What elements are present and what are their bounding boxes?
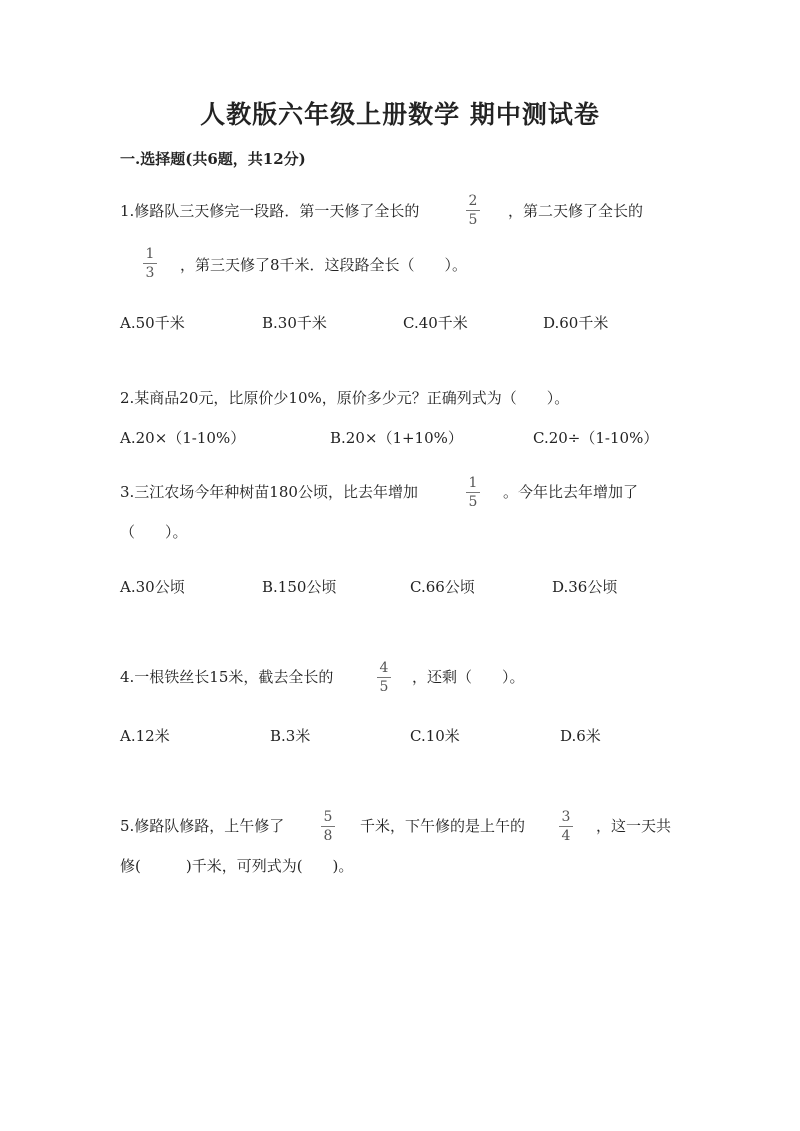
question-1-fraction-2: 1 3: [140, 246, 160, 281]
question-4-option-d[interactable]: D.6米: [560, 727, 601, 745]
question-1-option-b[interactable]: B.30千米: [262, 314, 327, 332]
question-3-text-b: 。今年比去年增加了: [503, 483, 639, 501]
question-3-text-a: 3.三江农场今年种树苗180公顷，比去年增加: [120, 483, 418, 501]
question-5-text-a: 5.修路队修路，上午修了: [120, 817, 285, 835]
question-4-option-b[interactable]: B.3米: [270, 727, 311, 745]
question-2-text: 2.某商品20元，比原价少10%，原价多少元？正确列式为（ ）。: [120, 389, 570, 407]
question-5-text-d: 修( )千米，可列式为( )。: [120, 857, 354, 875]
question-2-option-b[interactable]: B.20×（1+10%）: [330, 429, 463, 447]
question-2-option-c[interactable]: C.20÷（1-10%）: [533, 429, 659, 447]
question-5-text-b: 千米，下午修的是上午的: [360, 817, 526, 835]
question-1-text-a: 1.修路队三天修完一段路．第一天修了全长的: [120, 202, 420, 220]
section-heading: 一.选择题(共6题，共12分): [120, 150, 306, 168]
question-1-option-a[interactable]: A.50千米: [120, 314, 185, 332]
question-5-fraction-1: 5 8: [318, 809, 338, 844]
question-1-fraction-1: 2 5: [463, 193, 483, 228]
question-3-option-d[interactable]: D.36公顷: [552, 578, 618, 596]
question-5-text-c: ，这一天共: [596, 817, 672, 835]
question-3-text-c: （ ）。: [120, 523, 188, 541]
question-1-text-c: ，第三天修了8千米．这段路全长（ ）。: [180, 256, 468, 274]
question-3-option-b[interactable]: B.150公顷: [262, 578, 337, 596]
question-1-option-c[interactable]: C.40千米: [403, 314, 468, 332]
question-4-text-b: ，还剩（ ）。: [412, 668, 525, 686]
question-3-option-c[interactable]: C.66公顷: [410, 578, 475, 596]
question-3-option-a[interactable]: A.30公顷: [120, 578, 185, 596]
question-4-text-a: 4.一根铁丝长15米，截去全长的: [120, 668, 334, 686]
question-1-text-b: ，第二天修了全长的: [508, 202, 644, 220]
question-3-fraction: 1 5: [463, 475, 483, 510]
page-title: 人教版六年级上册数学 期中测试卷: [200, 100, 600, 129]
question-1-option-d[interactable]: D.60千米: [543, 314, 609, 332]
question-2-option-a[interactable]: A.20×（1-10%）: [120, 429, 246, 447]
question-4-option-a[interactable]: A.12米: [120, 727, 170, 745]
question-4-option-c[interactable]: C.10米: [410, 727, 460, 745]
question-5-fraction-2: 3 4: [556, 809, 576, 844]
question-4-fraction: 4 5: [374, 660, 394, 695]
